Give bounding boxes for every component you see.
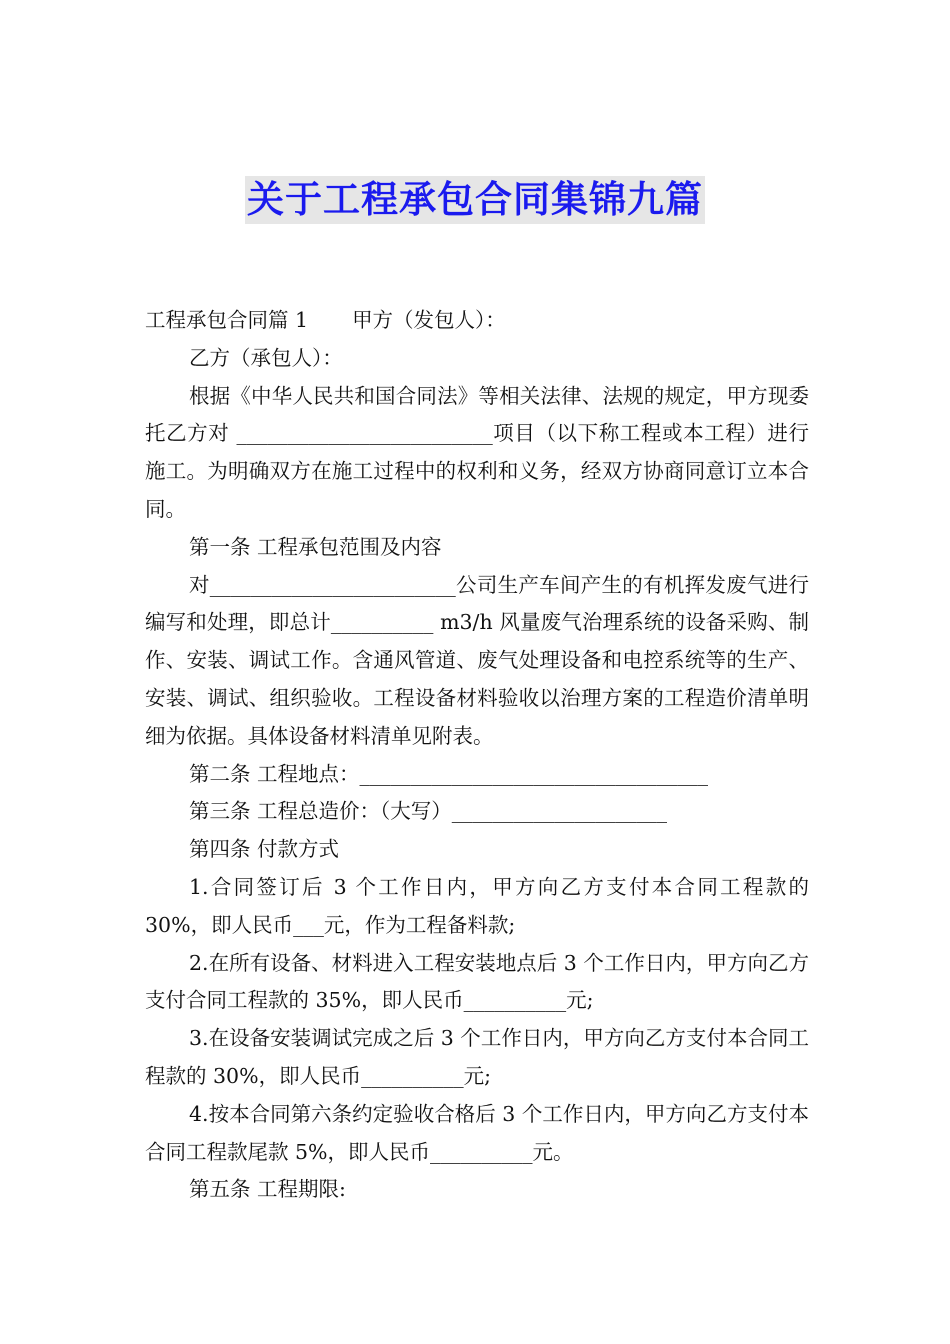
payment-item-4: 4.按本合同第六条约定验收合格后 3 个工作日内，甲方向乙方支付本合同工程款尾款 5%，即人民币__________元。 (145, 1101, 809, 1164)
payment-item-2: 2.在所有设备、材料进入工程安装地点后 3 个工作日内，甲方向乙方支付合同工程款的 35%，即人民币__________元; (145, 950, 809, 1013)
title-wrap (0, 176, 950, 224)
contract-heading-line (145, 302, 809, 340)
paragraph-party-b: 乙方（承包人）： (189, 345, 343, 370)
document-title: 关于工程承包合同集锦九篇 (245, 176, 705, 224)
article-1-content: 对________________________公司生产车间产生的有机挥发废气进行编写和处理，即总计__________ m3/h 风量废气治理系统的设备采购、制作、安装、调试工作。含通风管道、废气处理设备和电控系统等的生产、安装、调试、组织验收。工程设备材料验收以治理方案的工程造价清单明细为依据。具体设备材料清单见附表。 (145, 572, 809, 748)
payment-item-1: 1.合同签订后 3 个工作日内，甲方向乙方支付本合同工程款的 30%，即人民币___元，作为工程备料款; (145, 874, 809, 937)
article-4-heading: 第四条 付款方式 (189, 837, 340, 862)
document-body (145, 302, 809, 1209)
contract-heading: 工程承包合同篇 1 (145, 308, 309, 332)
payment-item-3: 3.在设备安装调试完成之后 3 个工作日内，甲方向乙方支付本合同工程款的 30%，即人民币__________元; (145, 1026, 809, 1088)
article-1-heading: 第一条 工程承包范围及内容 (189, 534, 442, 559)
article-2: 第二条 工程地点：__________________________________ (189, 761, 709, 786)
paragraph-preamble: 根据《中华人民共和国合同法》等相关法律、法规的规定，甲方现委托乙方对 _________________________项目（以下称工程或本工程）进行施工。为明确双方在施工过程中的权利和义务，经双方协商同意订立本合同。 (145, 383, 809, 521)
article-3: 第三条 工程总造价：（大写）_____________________ (189, 799, 668, 824)
party-a-label: 甲方（发包人）： (352, 308, 506, 332)
article-5-heading: 第五条 工程期限: (189, 1177, 346, 1202)
